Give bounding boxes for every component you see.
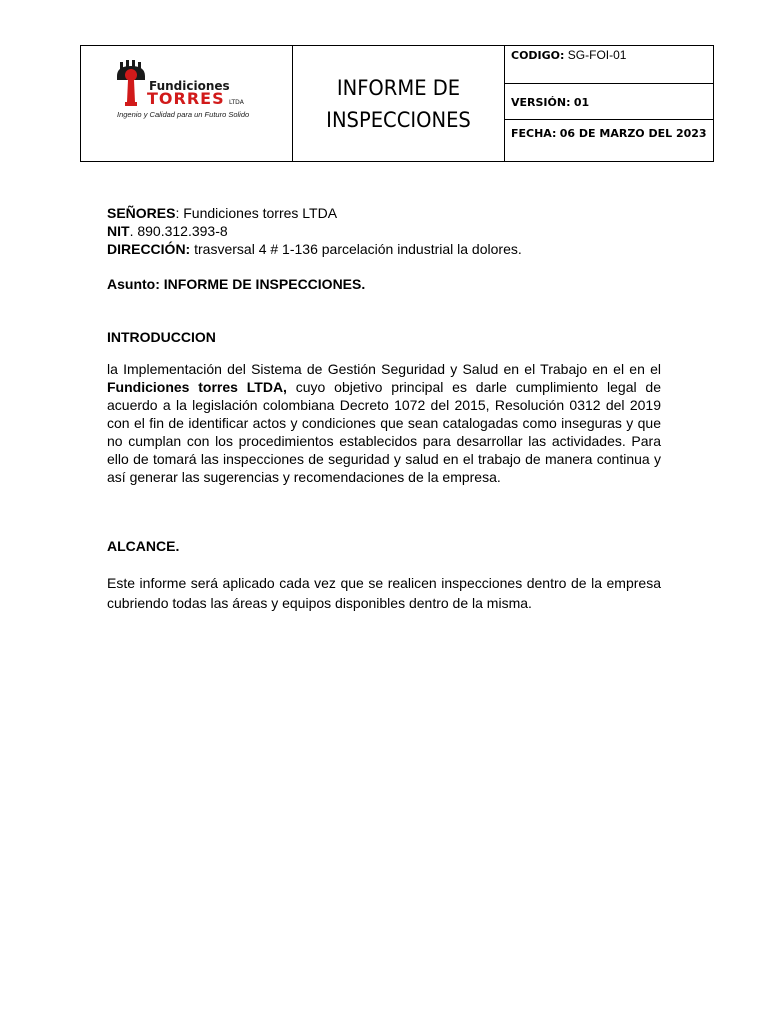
senores-line — [107, 204, 661, 222]
codigo-value: SG-FOI-01 — [567, 48, 627, 62]
nit-label: NIT — [107, 223, 130, 239]
asunto-label: Asunto: — [107, 276, 160, 292]
document-title — [300, 72, 496, 136]
version-cell — [505, 84, 714, 120]
title-line-2: INSPECCIONES — [326, 107, 471, 132]
direccion-line — [107, 240, 661, 258]
fecha-label: FECHA: — [511, 127, 557, 140]
document-header — [80, 45, 714, 162]
introduccion-paragraph — [107, 360, 661, 486]
asunto-value: INFORME DE INSPECCIONES. — [159, 276, 366, 292]
logo-suffix: LTDA — [229, 99, 244, 106]
intro-company-name: Fundiciones torres LTDA, — [107, 379, 287, 395]
logo-word-torres: TORRES — [147, 89, 225, 108]
senores-label: SEÑORES — [107, 205, 176, 221]
nit-line — [107, 222, 661, 240]
version-label: VERSIÓN: — [511, 95, 571, 109]
direccion-value: trasversal 4 # 1-136 parcelación industrial la dolores. — [190, 241, 522, 257]
logo-slogan: Ingenio y Calidad para un Futuro Solido — [117, 110, 250, 119]
version-value: 01 — [573, 95, 590, 109]
company-logo-icon — [111, 58, 151, 110]
title-line-1: INFORME DE — [336, 75, 461, 100]
logo-word-fundiciones: Fundiciones — [149, 79, 230, 93]
nit-value: . 890.312.393-8 — [129, 223, 228, 239]
codigo-cell — [505, 46, 714, 84]
intro-text-part2: cuyo objetivo principal es darle cumplimiento legal de acuerdo a la legislación colombiana Decreto 1072 del 2015, Resolución 0312 del 2019 con el fin de identificar actos y condiciones que sean catalogadas como inseguras y que no cumplan con los procedimientos establecidos para desarrollar las actividades. Para ello de tomará las inspecciones de seguridad y salud en el trabajo de manera continua y así generar las sugerencias y recomendaciones de la empresa. — [107, 379, 661, 485]
asunto-line — [107, 275, 661, 293]
codigo-label: CODIGO: — [511, 49, 565, 62]
intro-text-part1: la Implementación del Sistema de Gestión Seguridad y Salud en el Trabajo en el en el — [107, 361, 661, 377]
fecha-value: 06 DE MARZO DEL 2023 — [559, 127, 707, 140]
fecha-cell — [505, 120, 714, 162]
direccion-label: DIRECCIÓN: — [107, 241, 191, 257]
introduccion-heading: INTRODUCCION — [107, 329, 216, 345]
recipient-block — [107, 204, 661, 258]
senores-value: : Fundiciones torres LTDA — [175, 205, 338, 221]
alcance-heading: ALCANCE. — [107, 538, 180, 554]
logo-cell — [81, 46, 293, 162]
alcance-paragraph: Este informe será aplicado cada vez que se realicen inspecciones dentro de la empresa cubriendo todas las áreas y equipos disponibles dentro de la misma. — [107, 575, 661, 611]
title-cell — [293, 46, 505, 162]
